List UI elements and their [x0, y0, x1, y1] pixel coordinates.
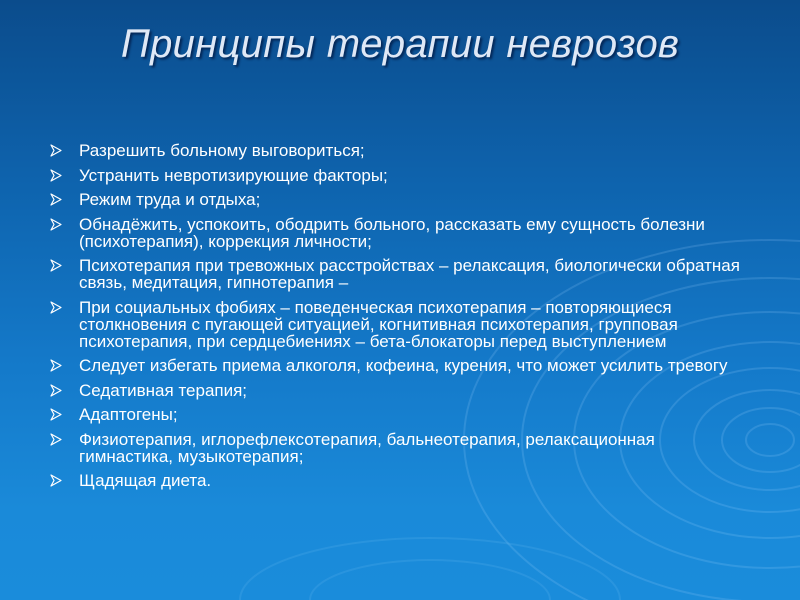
arrowhead-bullet-icon	[50, 218, 62, 231]
bullet-text: Адаптогены;	[79, 405, 178, 424]
arrowhead-bullet-icon	[50, 259, 62, 272]
bullet-item	[44, 216, 744, 250]
bullet-item	[44, 357, 744, 374]
bullet-item	[44, 431, 744, 465]
bullet-text: Устранить невротизирующие факторы;	[79, 165, 388, 185]
bullet-text: При социальных фобиях – поведенческая психотерапия – повторяющиеся столкновения с пугающей ситуацией, когнитивная психотерапия, групповая психотерапия, при сердцебиениях – бета-блокаторы перед выступлением	[79, 297, 678, 351]
bullet-text: Психотерапия при тревожных расстройствах – релаксация, биологически обратная связь, медитация, гипнотерапия –	[79, 256, 740, 292]
arrowhead-bullet-icon	[50, 193, 62, 206]
arrowhead-bullet-icon	[50, 384, 62, 397]
bullet-item	[44, 472, 744, 489]
bullet-text: Седативная терапия;	[79, 380, 248, 400]
bullet-item	[44, 142, 744, 159]
arrowhead-bullet-icon	[50, 408, 62, 421]
slide-title: Принципы терапии неврозов	[120, 22, 680, 66]
arrowhead-bullet-icon	[50, 169, 62, 182]
bullet-list	[44, 142, 744, 497]
bullet-item	[44, 406, 744, 423]
bullet-item	[44, 299, 744, 350]
arrowhead-bullet-icon	[50, 474, 62, 487]
arrowhead-bullet-icon	[50, 144, 62, 157]
arrowhead-bullet-icon	[50, 433, 62, 446]
bullet-text: Режим труда и отдыха;	[79, 190, 261, 209]
bullet-text: Разрешить больному выговориться;	[79, 141, 365, 160]
bullet-item	[44, 167, 744, 184]
bullet-text: Щадящая диета.	[79, 471, 212, 490]
bullet-text: Следует избегать приема алкоголя, кофеина, курения, что может усилить тревогу	[79, 356, 728, 375]
bullet-text: Обнадёжить, успокоить, ободрить больного, рассказать ему сущность болезни (психотерапия), коррекция личности;	[79, 214, 705, 251]
bullet-item	[44, 191, 744, 208]
bullet-item	[44, 257, 744, 291]
arrowhead-bullet-icon	[50, 301, 62, 314]
arrowhead-bullet-icon	[50, 359, 62, 372]
bullet-item	[44, 382, 744, 399]
bullet-text: Физиотерапия, иглорефлексотерапия, бальнеотерапия, релаксационная гимнастика, музыкотерапия;	[79, 429, 655, 466]
